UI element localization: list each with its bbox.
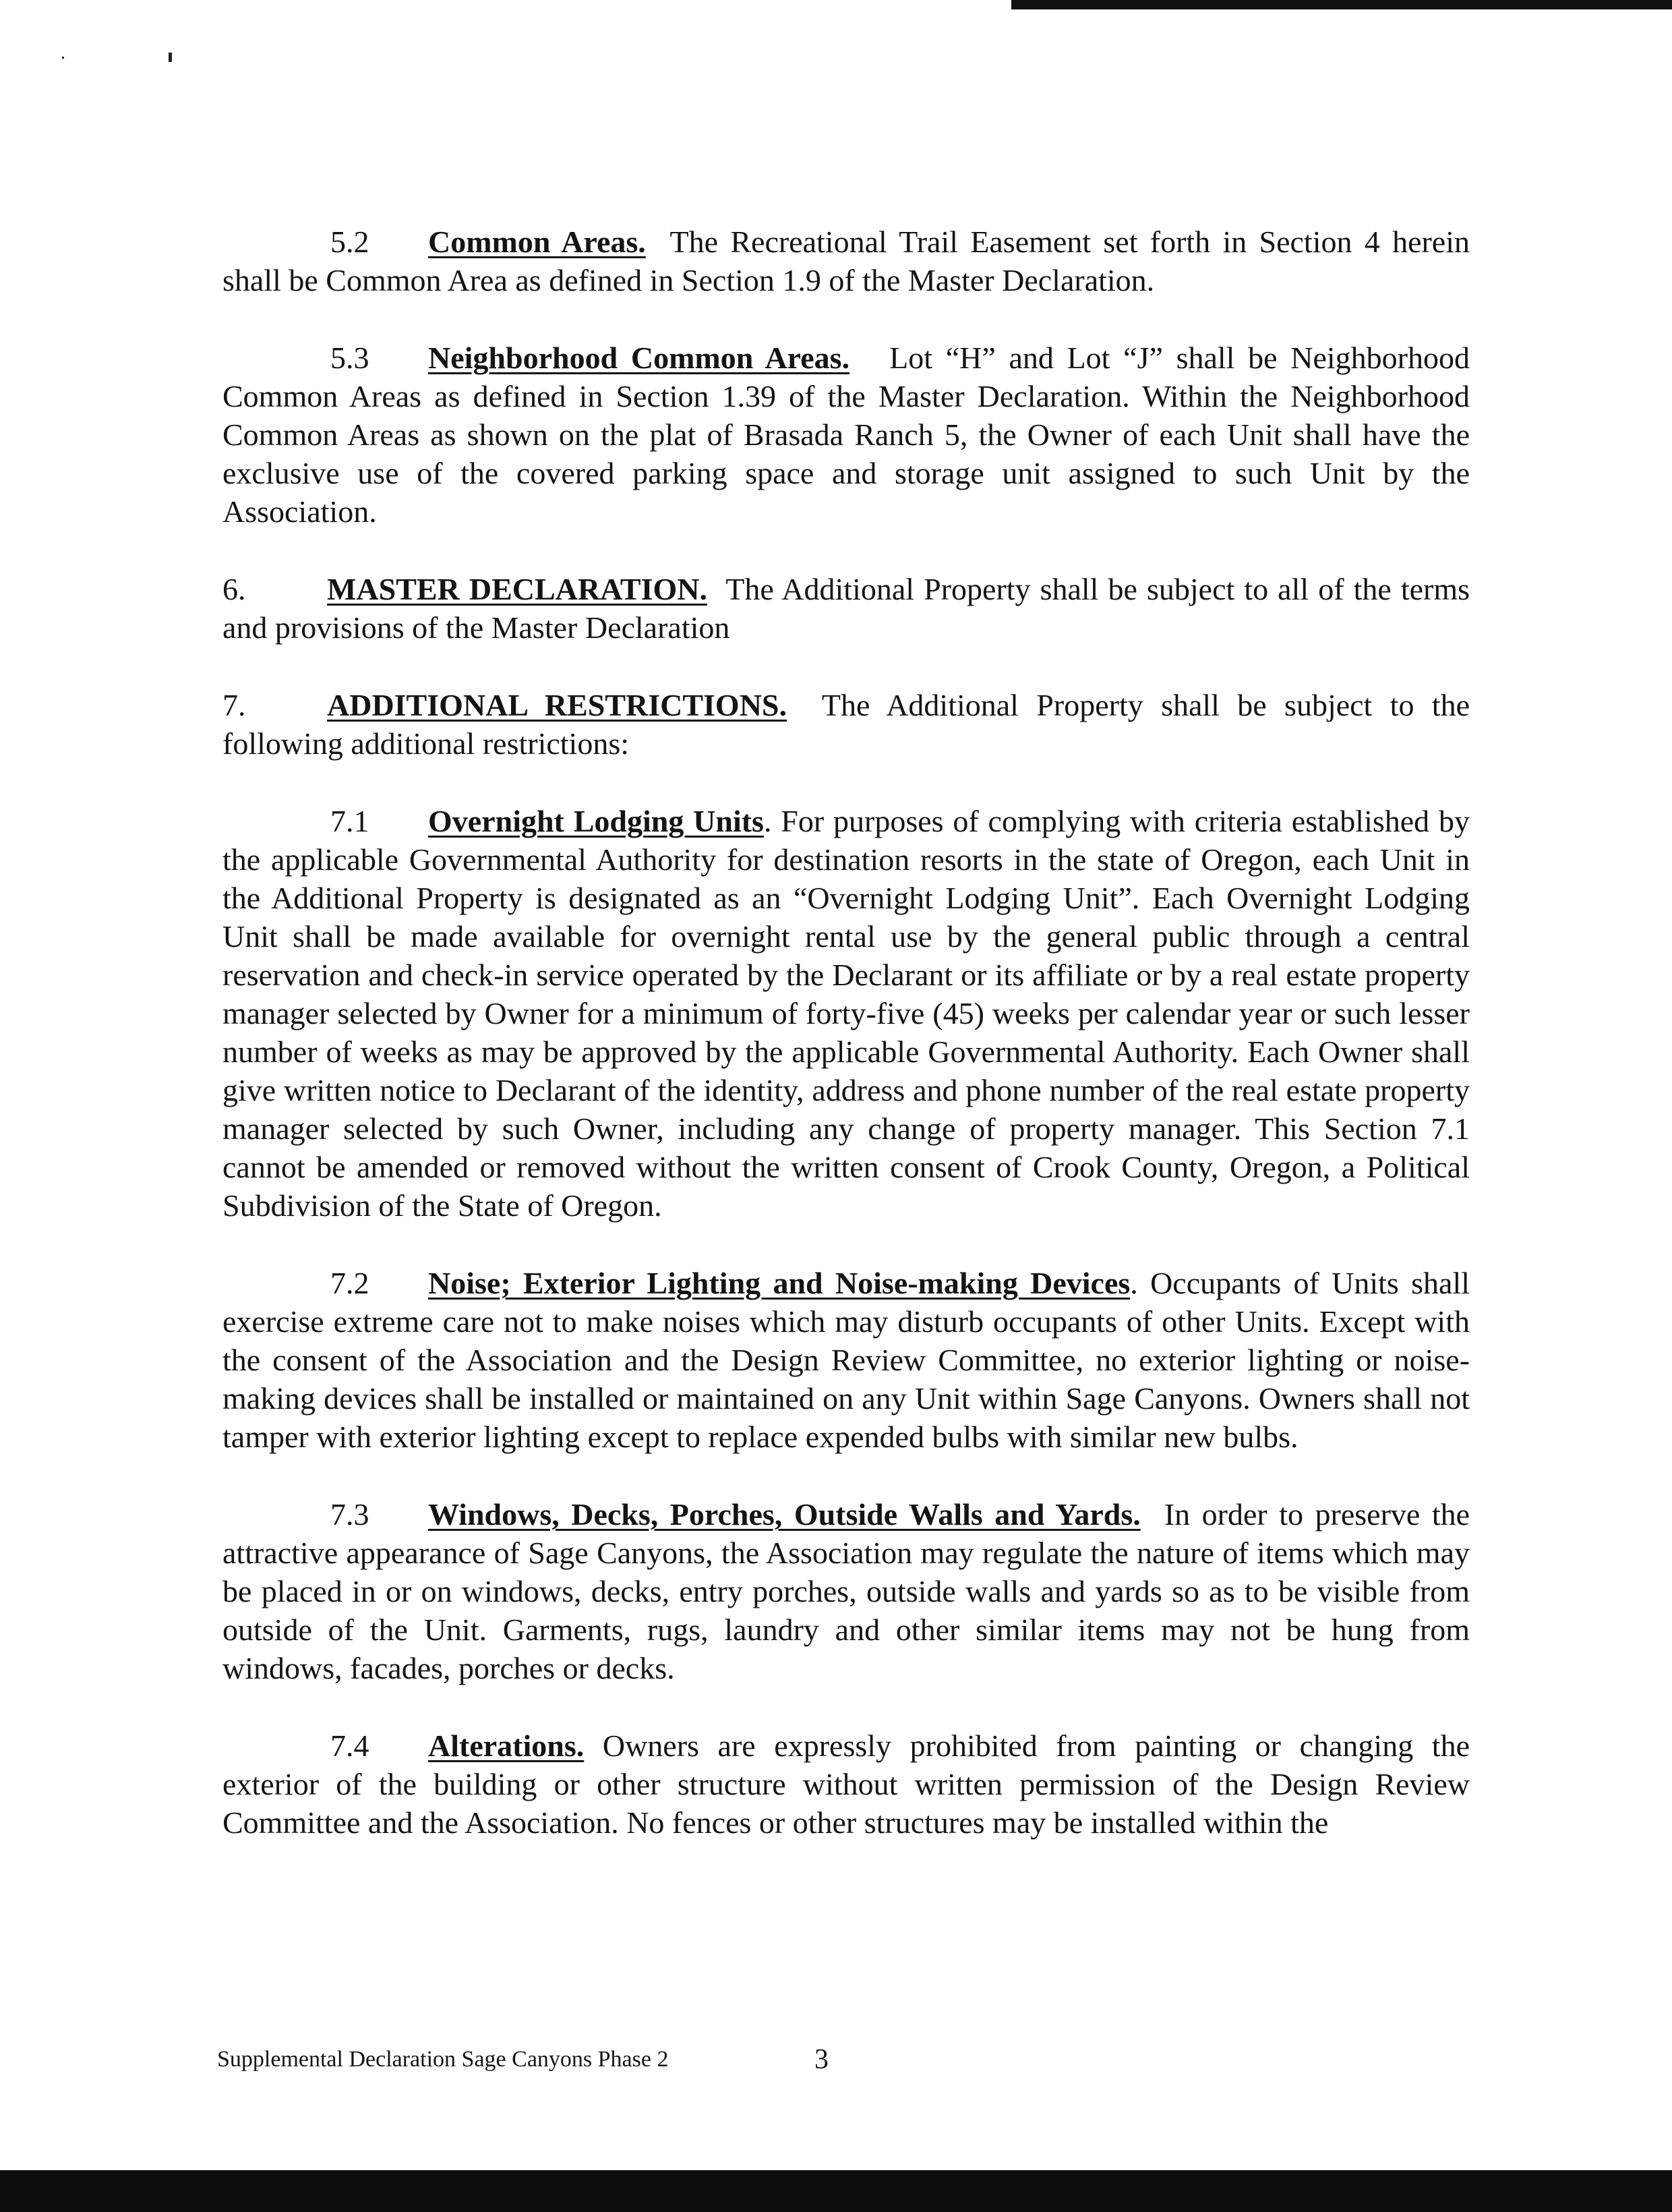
section-5-2	[222, 223, 1470, 299]
section-heading: Common Areas.	[428, 225, 646, 259]
section-heading: Neighborhood Common Areas.	[428, 341, 850, 375]
section-5-3	[222, 339, 1470, 531]
section-7-3	[222, 1495, 1470, 1687]
section-7-4	[222, 1726, 1470, 1842]
section-number: 5.3	[330, 341, 369, 375]
section-text: Owners are expressly prohibited from painting or changing the exterior of the building or other structure without written permission of the Design Review Committee and the Association. No fences or other structures may be installed within the	[222, 1728, 1470, 1840]
section-heading: Overnight Lodging Units	[428, 804, 764, 838]
section-number: 7.2	[330, 1266, 369, 1300]
section-text: The Recreational Trail Easement set forth in Section 4 herein shall be Common Area as defined in Section 1.9 of the Master Declaration.	[222, 225, 1470, 297]
page-number: 3	[814, 2044, 829, 2075]
section-7-1	[222, 802, 1470, 1225]
section-number: 7.3	[330, 1497, 369, 1532]
scan-top-edge	[1011, 0, 1672, 9]
document-body	[222, 223, 1470, 1842]
section-heading: Alterations.	[428, 1728, 585, 1763]
section-number: 7.4	[330, 1728, 369, 1763]
section-6	[222, 570, 1470, 647]
section-heading: Noise; Exterior Lighting and Noise-making Devices	[428, 1266, 1131, 1300]
section-text: In order to preserve the attractive appearance of Sage Canyons, the Association may regulate the nature of items which may be placed in or on windows, decks, entry porches, outside walls and yards so as to be visible from outside of the Unit. Garments, rugs, laundry and other similar items may not be hung from windows, facades, porches or decks.	[222, 1497, 1470, 1685]
section-heading: Windows, Decks, Porches, Outside Walls and Yards.	[428, 1497, 1141, 1532]
section-number: 5.2	[330, 225, 369, 259]
section-text: Lot “H” and Lot “J” shall be Neighborhood Common Areas as defined in Section 1.39 of the Master Declaration. Within the Neighborhood Common Areas as shown on the plat of Brasada Ranch 5, the Owner of each Unit shall have the exclusive use of the covered parking space and storage unit assigned to such Unit by the Association.	[222, 341, 1470, 529]
section-7	[222, 686, 1470, 763]
section-text: The Additional Property shall be subject to all of the terms and provisions of the Master Declaration	[222, 572, 1470, 645]
footer-title: Supplemental Declaration Sage Canyons Phase 2	[217, 2047, 669, 2072]
scan-speck	[62, 57, 64, 59]
scan-speck	[169, 53, 172, 62]
section-7-2	[222, 1264, 1470, 1456]
section-text: The Additional Property shall be subject to the following additional restrictions:	[222, 688, 1470, 761]
section-heading: ADDITIONAL RESTRICTIONS.	[327, 688, 787, 722]
section-text: . For purposes of complying with criteria established by the applicable Governmental Authority for destination resorts in the state of Oregon, each Unit in the Additional Property is designated as an “Overnight Lodging Unit”. Each Overnight Lodging Unit shall be made available for overnight rental use by the general public through a central reservation and check-in service operated by the Declarant or its affiliate or by a real estate property manager selected by Owner for a minimum of forty-five (45) weeks per calendar year or such lesser number of weeks as may be approved by the applicable Governmental Authority. Each Owner shall give written notice to Declarant of the identity, address and phone number of the real estate property manager selected by such Owner, including any change of property manager. This Section 7.1 cannot be amended or removed without the written consent of Crook County, Oregon, a Political Subdivision of the State of Oregon.	[222, 804, 1470, 1223]
section-number: 7.1	[330, 804, 369, 838]
scan-bottom-edge	[0, 2170, 1672, 2212]
section-text: . Occupants of Units shall exercise extreme care not to make noises which may disturb occupants of other Units. Except with the consent of the Association and the Design Review Committee, no exterior lighting or noise-making devices shall be installed or maintained on any Unit within Sage Canyons. Owners shall not tamper with exterior lighting except to replace expended bulbs with similar new bulbs.	[222, 1266, 1470, 1454]
section-heading: MASTER DECLARATION.	[327, 572, 707, 606]
section-number: 6.	[222, 572, 246, 606]
section-number: 7.	[222, 688, 246, 722]
